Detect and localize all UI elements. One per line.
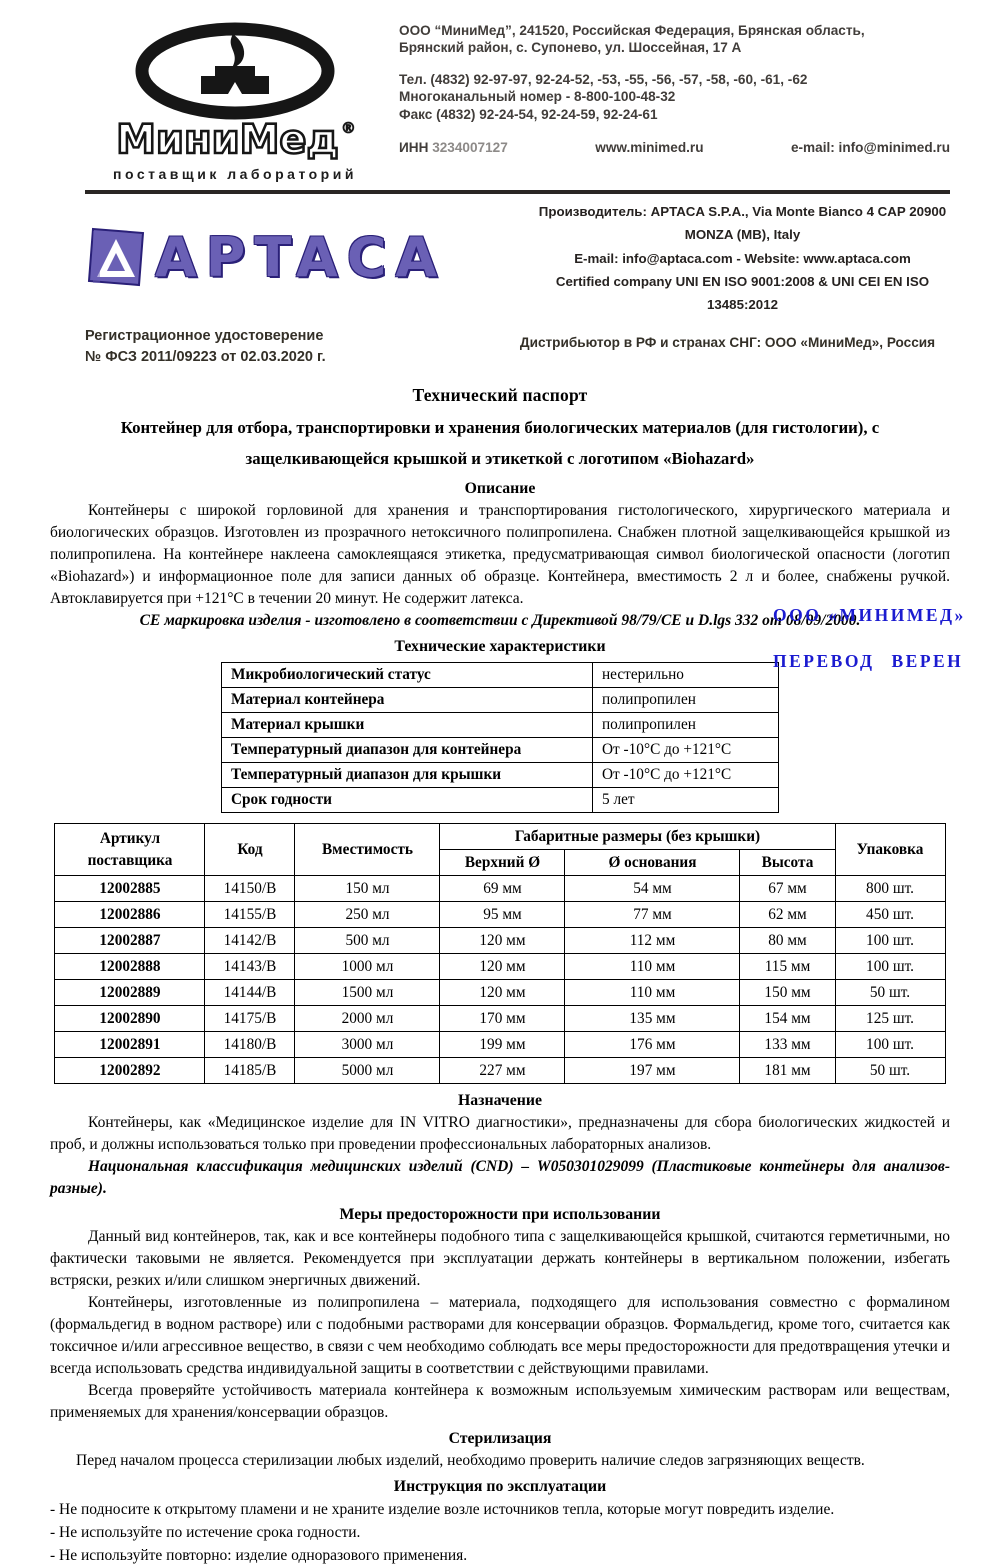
stamp-line1: ООО «МИНИМЕД» <box>773 605 966 625</box>
table-row <box>55 1058 945 1084</box>
table-cell: Микробиологический статус <box>222 663 593 688</box>
aptaca-logo <box>85 227 535 289</box>
table-cell: От -10°С до +121°С <box>593 738 779 763</box>
table-cell: Срок годности <box>222 788 593 813</box>
precautions-paragraph-3: Всегда проверяйте устойчивость материала контейнера к возможным используемым химическим растворам или веществам, применяемых для хранения/консервации образцов. <box>50 1382 950 1422</box>
table-cell: 150 мл <box>295 876 440 902</box>
letterhead <box>0 0 1000 182</box>
table-cell: 12002885 <box>55 876 205 902</box>
minimed-logo <box>85 22 385 182</box>
producer-line: Производитель: APTACA S.P.A., Via Monte Bianco 4 CAP 20900 MONZA (MB), Italy <box>538 204 947 243</box>
instructions-heading: Инструкция по эксплуатации <box>393 1478 607 1496</box>
table-cell: 100 шт. <box>835 1032 945 1058</box>
precautions-paragraph-1: Данный вид контейнеров, так, как и все контейнеры подобного типа с защелкивающейся крышкой, считаются герметичными, но фактически таковыми не является. Рекомендуется при эксплуатации держать контейнеры в вертикальном положении, избегать встряски, резких и/или слишком энергичных движений. <box>50 1228 950 1290</box>
table-cell: 176 мм <box>565 1032 740 1058</box>
table-cell: 125 шт. <box>835 1006 945 1032</box>
table-cell: нестерильно <box>593 663 779 688</box>
table-cell: 12002891 <box>55 1032 205 1058</box>
table-cell: 250 мл <box>295 902 440 928</box>
table-cell: 95 мм <box>440 902 565 928</box>
multichannel-line: Многоканальный номер - 8-800-100-48-32 <box>399 89 676 105</box>
inn-label: ИНН <box>399 139 429 155</box>
table-cell: 5000 мл <box>295 1058 440 1084</box>
inn <box>399 139 508 156</box>
list-item: - Не используйте повторно: изделие одноразового применения. <box>50 1547 468 1565</box>
cnd-paragraph: Национальная классификация медицинских изделий (CND) – W050301029099 (Пластиковые контейнеры для анализов- разные). <box>50 1158 950 1198</box>
table-row <box>55 876 945 902</box>
table-cell: 14175/B <box>205 1006 295 1032</box>
table-cell: 110 мм <box>565 980 740 1006</box>
table-row <box>55 980 945 1006</box>
table-row <box>222 738 779 763</box>
brand-tagline: поставщик лабораторий <box>113 166 357 182</box>
registration-line1: Регистрационное удостоверение <box>85 328 324 345</box>
purpose-paragraph: Контейнеры, как «Медицинское изделие для IN VITRO диагностики», предназначены для сбора биологических жидкостей и проб, и должны использоваться только при проведении профессиональных лабораторных анализов. <box>50 1114 950 1154</box>
company-contacts <box>385 22 950 182</box>
table-cell: 12002890 <box>55 1006 205 1032</box>
table-cell: 181 мм <box>740 1058 835 1084</box>
table-cell: 12002887 <box>55 928 205 954</box>
description-heading: Описание <box>464 480 536 498</box>
table-cell: 14150/B <box>205 876 295 902</box>
table-row <box>222 663 779 688</box>
description-paragraph: Контейнеры с широкой горловиной для хранения и транспортирования гистологического, хирургического материала и биологических образцов. Изготовлен из прозрачного нетоксичного полипропилена. Снабжен плотной защелкивающейся крышкой из полипропилена. На контейнере наклеена самоклеящаяся этикетка, предусматривающая символ биологической опасности (логотип «Biohazard») и информационное поле для записи данных об образце. Контейнера, вместимость 2 л и более, снабжены ручкой. Автоклавируется при +121°С в течении 20 минут. Не содержит латекса. <box>50 502 950 608</box>
website-link: www.minimed.ru <box>595 139 704 155</box>
col-article: Артикул поставщика <box>55 824 205 876</box>
table-cell: 14180/B <box>205 1032 295 1058</box>
col-capacity: Вместимость <box>295 824 440 876</box>
precautions-heading: Меры предосторожности при использовании <box>339 1206 661 1224</box>
sterilization-paragraph: Перед началом процесса стерилизации любых изделий, необходимо проверить наличие следов загрязняющих веществ. <box>76 1452 865 1470</box>
table-cell: Материал контейнера <box>222 688 593 713</box>
aptaca-a-icon <box>85 227 147 289</box>
table-cell: 12002886 <box>55 902 205 928</box>
distributor-line: Дистрибьютор в РФ и странах СНГ: ООО «МиниМед», Россия <box>519 335 936 351</box>
table-cell: 133 мм <box>740 1032 835 1058</box>
col-height: Высота <box>740 850 835 876</box>
table-cell: 80 мм <box>740 928 835 954</box>
table-cell: 170 мм <box>440 1006 565 1032</box>
col-dimensions-group: Габаритные размеры (без крышки) <box>440 824 835 850</box>
purpose-heading: Назначение <box>457 1092 543 1110</box>
email-link: e-mail: info@minimed.ru <box>790 139 950 155</box>
table-cell: 12002892 <box>55 1058 205 1084</box>
table-cell: полипропилен <box>593 688 779 713</box>
table-cell: 115 мм <box>740 954 835 980</box>
candle-ellipse-icon <box>133 22 338 120</box>
table-cell: 12002889 <box>55 980 205 1006</box>
stamp-line2: ПЕРЕВОД ВЕРЕН <box>773 651 964 671</box>
table-cell: 14142/B <box>205 928 295 954</box>
col-top-diameter: Верхний Ø <box>440 850 565 876</box>
table-cell: 50 шт. <box>835 1058 945 1084</box>
registration-line2: № ФСЗ 2011/09223 от 02.03.2020 г. <box>85 349 326 366</box>
aptaca-wordmark: APTACA <box>155 226 447 290</box>
table-row <box>55 902 945 928</box>
table-cell: 62 мм <box>740 902 835 928</box>
table-cell: 14144/B <box>205 980 295 1006</box>
document-body <box>0 368 1000 1567</box>
size-table-header-row1 <box>55 824 945 850</box>
table-cell: 2000 мл <box>295 1006 440 1032</box>
phone-line: Тел. (4832) 92-97-97, 92-24-52, -53, -55, -56, -57, -58, -60, -61, -62 <box>399 71 808 87</box>
table-row <box>55 928 945 954</box>
tech-characteristics-table <box>221 662 779 813</box>
table-cell: полипропилен <box>593 713 779 738</box>
table-cell: 14185/B <box>205 1058 295 1084</box>
table-cell: 100 шт. <box>835 928 945 954</box>
table-cell: 100 шт. <box>835 954 945 980</box>
aptaca-section <box>0 194 1000 316</box>
table-cell: 110 мм <box>565 954 740 980</box>
table-cell: 54 мм <box>565 876 740 902</box>
table-cell: 500 мл <box>295 928 440 954</box>
table-cell: 135 мм <box>565 1006 740 1032</box>
table-row <box>222 713 779 738</box>
translation-stamp <box>773 592 966 684</box>
table-cell: 67 мм <box>740 876 835 902</box>
table-row <box>222 763 779 788</box>
brand-text: МиниМед <box>116 117 339 163</box>
col-base-diameter: Ø основания <box>565 850 740 876</box>
size-table <box>54 823 945 1084</box>
brand-wordmark <box>85 117 385 163</box>
table-cell: Температурный диапазон для контейнера <box>222 738 593 763</box>
tech-heading: Технические характеристики <box>394 638 606 656</box>
table-cell: 154 мм <box>740 1006 835 1032</box>
table-cell: 227 мм <box>440 1058 565 1084</box>
table-row <box>222 788 779 813</box>
table-cell: 112 мм <box>565 928 740 954</box>
instructions-list <box>50 1498 950 1567</box>
col-code: Код <box>205 824 295 876</box>
page-subtitle: Контейнер для отбора, транспортировки и хранения биологических материалов (для гистологии), с защелкивающейся крышкой и этикеткой с логотипом «Biohazard» <box>120 418 880 469</box>
sterilization-heading: Стерилизация <box>448 1430 552 1448</box>
table-cell: 50 шт. <box>835 980 945 1006</box>
table-cell: 197 мм <box>565 1058 740 1084</box>
table-cell: 1500 мл <box>295 980 440 1006</box>
inn-value: 3234007127 <box>432 139 508 155</box>
certified-line: Certified company UNI EN ISO 9001:2008 & UNI CEI EN ISO 13485:2012 <box>555 273 930 313</box>
registration-row <box>0 316 1000 368</box>
producer-info <box>535 200 950 316</box>
table-cell: 1000 мл <box>295 954 440 980</box>
aptaca-contacts-line: E-mail: info@aptaca.com - Website: www.aptaca.com <box>574 250 911 266</box>
table-cell: 120 мм <box>440 954 565 980</box>
registration-certificate <box>85 326 505 368</box>
table-row <box>55 1032 945 1058</box>
table-cell: Материал крышки <box>222 713 593 738</box>
table-cell: Температурный диапазон для крышки <box>222 763 593 788</box>
list-item: - Не используйте по истечение срока годности. <box>50 1524 361 1542</box>
fax-line: Факс (4832) 92-24-54, 92-24-59, 92-24-61 <box>399 106 658 122</box>
table-row <box>55 1006 945 1032</box>
list-item: - Не подносите к открытому пламени и не храните изделие возле источников тепла, которые могут повредить изделие. <box>50 1501 835 1519</box>
page-title: Технический паспорт <box>412 385 588 406</box>
table-cell: 450 шт. <box>835 902 945 928</box>
table-cell: 14143/B <box>205 954 295 980</box>
table-cell: 150 мм <box>740 980 835 1006</box>
table-cell: 120 мм <box>440 928 565 954</box>
table-cell: 14155/B <box>205 902 295 928</box>
table-cell: 12002888 <box>55 954 205 980</box>
table-cell: 69 мм <box>440 876 565 902</box>
table-row <box>222 688 779 713</box>
table-cell: 5 лет <box>593 788 779 813</box>
registered-mark: ® <box>340 119 356 137</box>
table-cell: От -10°С до +121°С <box>593 763 779 788</box>
table-row <box>55 954 945 980</box>
table-cell: 77 мм <box>565 902 740 928</box>
ce-marking-line: СЕ маркировка изделия - изготовлено в соответствии с Директивой 98/79/СЕ и D.lgs 332 от 08/09/2000. <box>139 612 861 630</box>
address-line1: ООО “МиниМед”, 241520, Российская Федерация, Брянская область, <box>399 23 865 38</box>
table-cell: 120 мм <box>440 980 565 1006</box>
table-cell: 3000 мл <box>295 1032 440 1058</box>
precautions-paragraph-2: Контейнеры, изготовленные из полипропилена – материала, подходящего для использования совместно с формалином (формальдегид в водном растворе) или с подобными растворами для консервации образцов. Формальдегид, кроме того, считается как токсичное и/или агрессивное вещество, в связи с чем необходимо соблюдать все меры предосторожности для предотвращения утечки и всегда использовать средства индивидуальной защиты в соответствии с действующими правилами. <box>50 1294 950 1378</box>
table-cell: 800 шт. <box>835 876 945 902</box>
col-packing: Упаковка <box>835 824 945 876</box>
address-line2: Брянский район, с. Супонево, ул. Шоссейная, 17 А <box>399 40 742 56</box>
table-cell: 199 мм <box>440 1032 565 1058</box>
